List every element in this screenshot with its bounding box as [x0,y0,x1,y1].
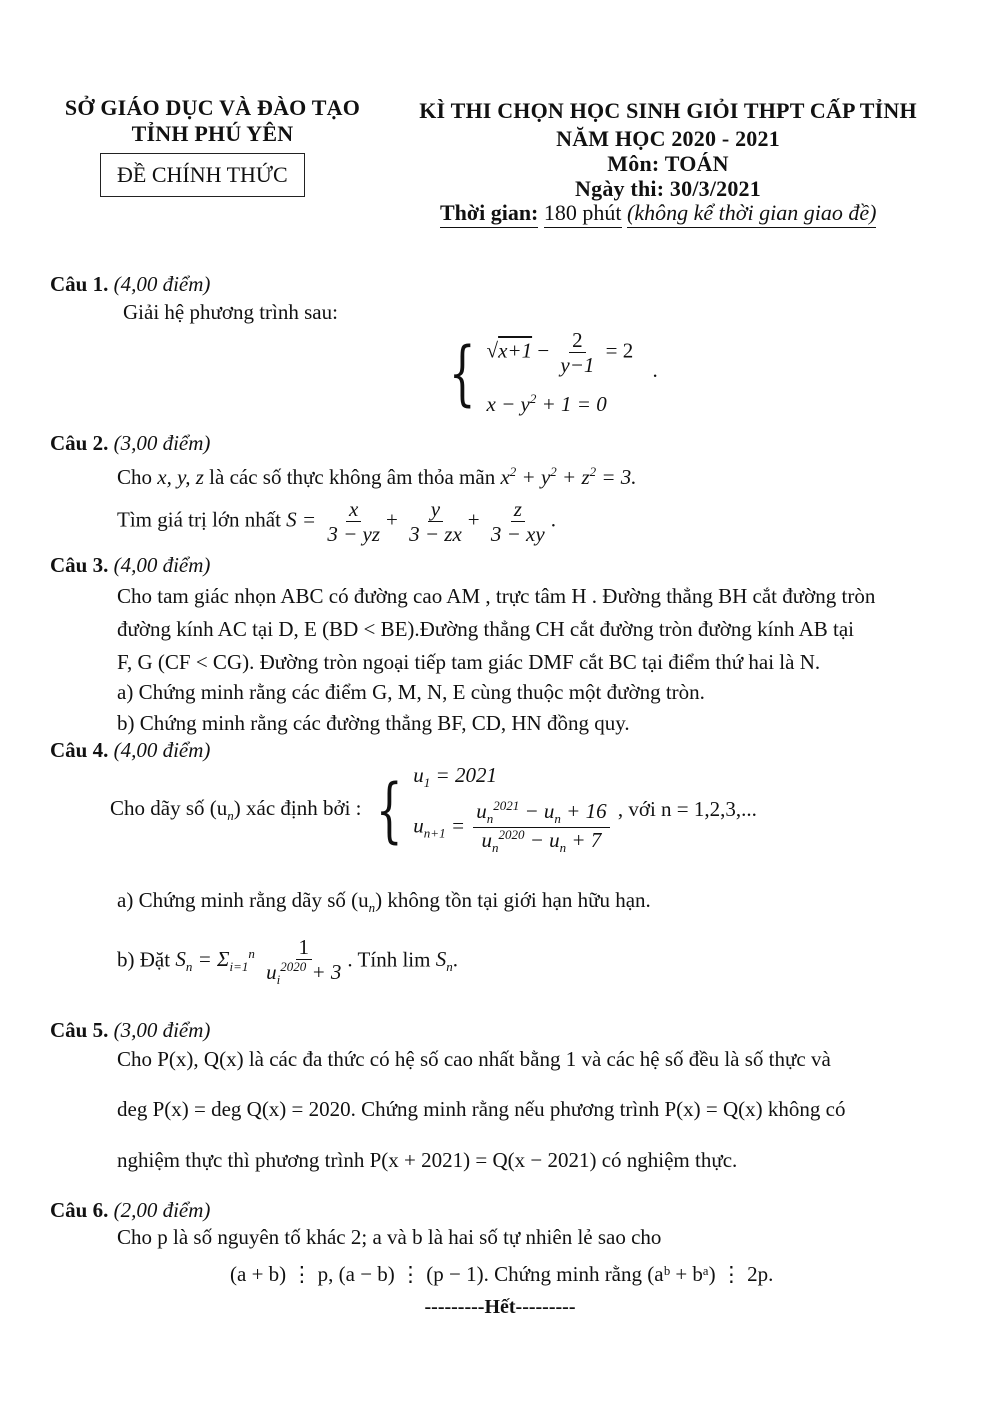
exam-title: KÌ THI CHỌN HỌC SINH GIỎI THPT CẤP TỈNH [419,98,917,123]
question-4-part-b: b) Đặt $S_n = \Sigma_{i=1}^n$ $\frac{1}{u_i^{2020} + 3}$ . Tính $\lim S_n$. [117,935,458,988]
question-6-line2: (a + b) ⋮ p, (a − b) ⋮ (p − 1). Chứng minh rằng (aᵇ + bᵃ) ⋮ 2p. [230,1262,774,1286]
school-year: NĂM HỌC 2020 - 2021 [556,126,780,151]
question-1-system: { √x+1 − $\frac{2}{y-1}$ = 2 $x - y^2 + 1 = 0$ . [448,328,658,417]
question-5-line3: nghiệm thực thì phương trình P(x + 2021) = Q(x − 2021) có nghiệm thực. [117,1148,738,1172]
department-name: SỞ GIÁO DỤC VÀ ĐÀO TẠO [64,95,361,120]
question-2-heading: Câu 2. (3,00 điểm) [50,431,211,455]
question-5-line2: deg P(x) = deg Q(x) = 2020. Chứng minh rằng nếu phương trình P(x) = Q(x) không có [117,1097,846,1121]
question-3-part-a: a) Chứng minh rằng các điểm G, M, N, E cùng thuộc một đường tròn. [117,680,705,704]
question-3-line1: Cho tam giác nhọn ABC có đường cao AM , trực tâm H . Đường thẳng BH cắt đường tròn [117,584,876,608]
question-3-part-b: b) Chứng minh rằng các đường thẳng BF, CD, HN đồng quy. [117,711,630,735]
time-value: 180 phút [544,200,622,228]
question-1-text: Giải hệ phương trình sau: [123,300,338,324]
province-name: TỈNH PHÚ YÊN [131,121,294,146]
official-box: ĐỀ CHÍNH THỨC [100,153,305,197]
question-2-line2: Tìm giá trị lớn nhất S = $\frac{x}{3 - yz}$ + $\frac{y}{3 - zx}$ + $\frac{z}{3 - xy}$ . [117,497,556,547]
question-5-heading: Câu 5. (3,00 điểm) [50,1018,211,1042]
time-label: Thời gian: [440,200,538,228]
question-3-line2: đường kính AC tại D, E (BD < BE).Đường thẳng CH cắt đường tròn đường kính AB tại [117,617,854,641]
question-4-part-a: a) Chứng minh rằng dãy số $(u_n)$ không tồn tại giới hạn hữu hạn. [117,888,651,916]
time-note: (không kể thời gian giao đề) [627,200,876,228]
question-4-definition: Cho dãy số $(u_n)$ xác định bởi : { $u_1 = 2021$ $u_{n+1}$ = $\frac{u_n^{2021} - u_n + 16}{u_n^{2020} - u_n + 7}$ , với n = 1,2,3,... [110,763,757,856]
question-2-line1: Cho x, y, z là các số thực không âm thỏa mãn $x^2 + y^2 + z^2 = 3$. [117,464,637,489]
subject: Môn: TOÁN [607,151,729,176]
question-3-line3: F, G (CF < CG). Đường tròn ngoại tiếp tam giác DMF cắt BC tại điểm thứ hai là N. [117,650,821,674]
question-1-heading: Câu 1. (4,00 điểm) [50,272,211,296]
question-6-heading: Câu 6. (2,00 điểm) [50,1198,211,1222]
end-marker: ---------Hết--------- [424,1296,576,1318]
question-4-heading: Câu 4. (4,00 điểm) [50,738,211,762]
question-3-heading: Câu 3. (4,00 điểm) [50,553,211,577]
question-6-line1: Cho p là số nguyên tố khác 2; a và b là hai số tự nhiên lẻ sao cho [117,1225,662,1249]
exam-date: Ngày thi: 30/3/2021 [575,176,761,201]
question-5-line1: Cho P(x), Q(x) là các đa thức có hệ số cao nhất bằng 1 và các hệ số đều là số thực và [117,1047,831,1071]
time-line [440,200,876,226]
